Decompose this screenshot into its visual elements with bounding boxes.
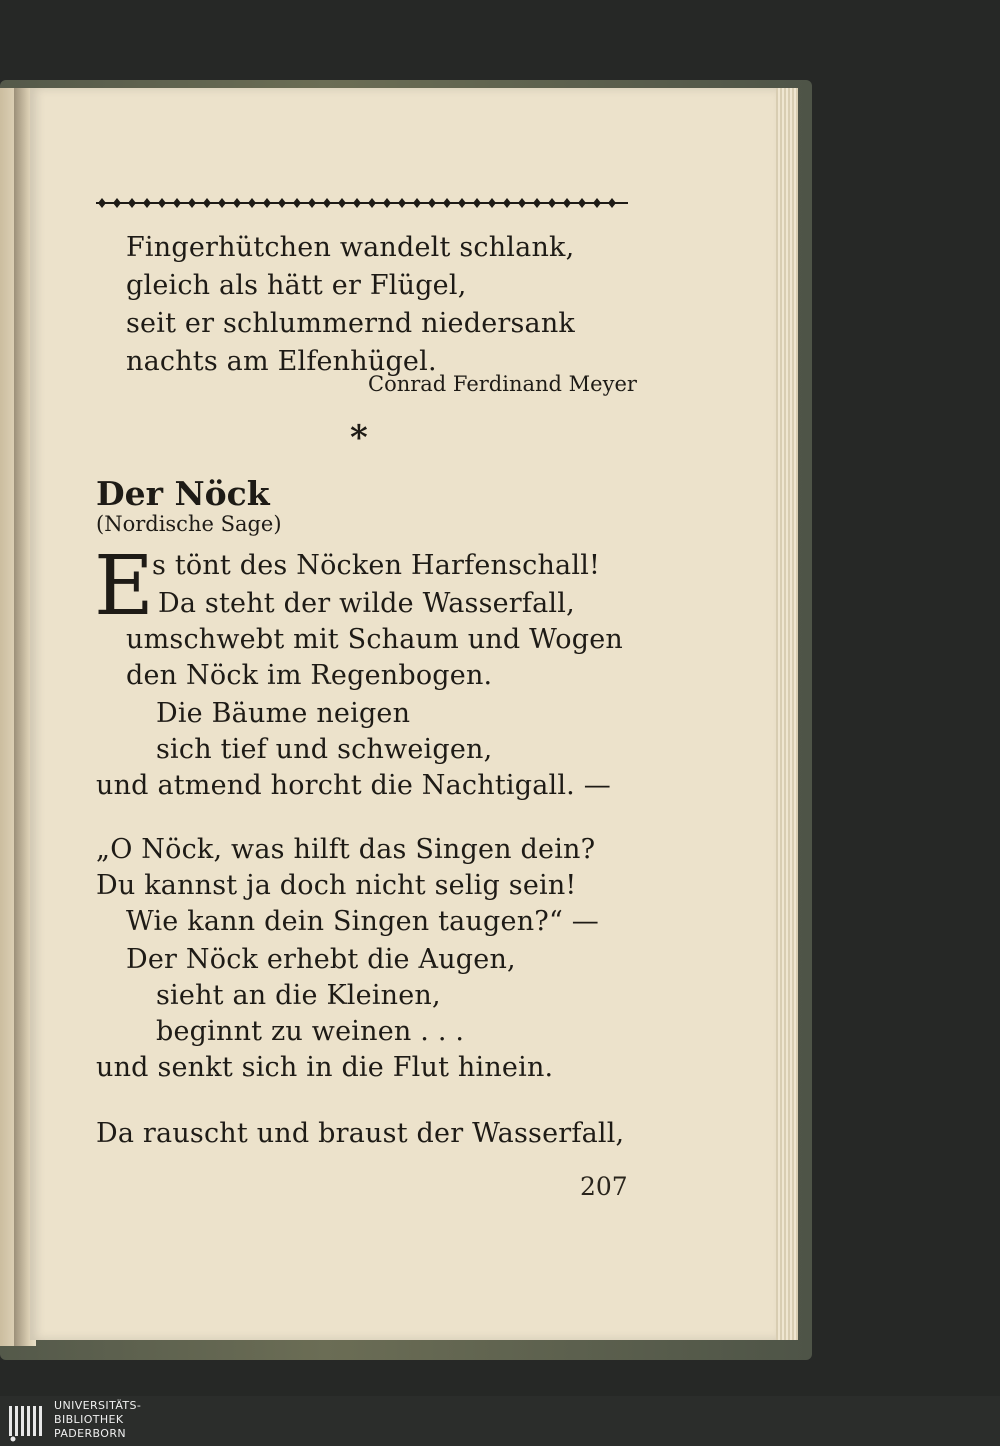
logo-line: UNIVERSITÄTS- [54,1399,142,1412]
poem-line: und senkt sich in die Flut hinein. [96,1052,554,1083]
poem-line: Da rauscht und braust der Wasserfall, [96,1118,625,1149]
poem-line: „O Nöck, was hilft das Singen dein? [96,834,596,865]
section-separator: * [350,418,368,458]
poem-line: und atmend horcht die Nachtigall. — [96,770,611,801]
library-logo-icon [6,1400,46,1442]
page-number: 207 [580,1172,628,1201]
poem-line: beginnt zu weinen . . . [156,1016,465,1047]
poem-line: sich tief und schweigen, [156,734,493,765]
poem-line: nachts am Elfenhügel. [126,346,437,377]
logo-line: BIBLIOTHEK [54,1413,124,1426]
poem-author: Conrad Ferdinand Meyer [368,372,637,396]
poem-line: den Nöck im Regenbogen. [126,660,493,691]
poem-line: Wie kann dein Singen taugen?“ — [126,906,599,937]
footer-bar [0,1396,1000,1446]
poem-line: s tönt des Nöcken Harfenschall! [152,550,601,581]
poem-line: Da steht der wilde Wasserfall, [158,588,575,619]
book-page [30,88,776,1340]
logo-line: PADERBORN [54,1427,127,1440]
poem-line: Du kannst ja doch nicht selig sein! [96,870,577,901]
poem-line: gleich als hätt er Flügel, [126,270,467,301]
poem-line: Der Nöck erhebt die Augen, [126,944,516,975]
drop-cap: E [94,539,154,634]
poem-line: seit er schlummernd niedersank [126,308,575,339]
poem-line: Die Bäume neigen [156,698,411,729]
ornament-rule [96,196,628,210]
poem-line: Fingerhütchen wandelt schlank, [126,232,575,263]
page-edges [776,88,798,1340]
poem-line: sieht an die Kleinen, [156,980,441,1011]
poem-title: Der Nöck [96,474,270,513]
library-logo-text [54,1399,141,1441]
poem-subtitle: (Nordische Sage) [96,512,282,536]
poem-line: umschwebt mit Schaum und Wogen [126,624,623,655]
